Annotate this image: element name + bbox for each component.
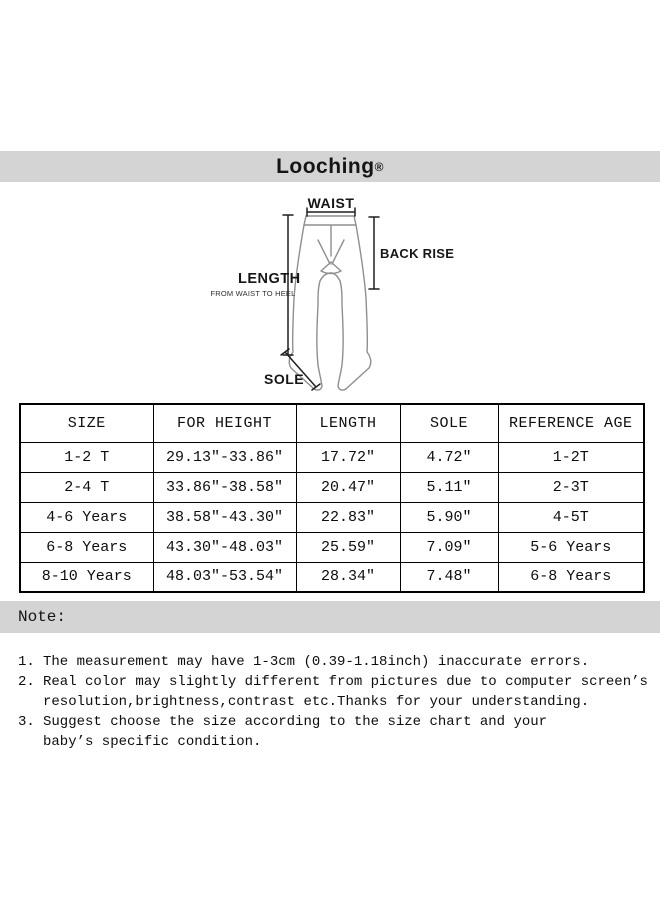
size-cell: 4-6 Years: [20, 502, 153, 532]
sole-cell: 5.11″: [400, 472, 498, 502]
back-rise-measure-line: [369, 217, 379, 289]
table-row: [20, 562, 644, 592]
note-text: [43, 672, 652, 712]
brand-name: Looching: [276, 154, 375, 178]
waistband-outline: [304, 216, 356, 225]
note-number: 2.: [18, 674, 35, 690]
length-cell: 28.34″: [296, 562, 400, 592]
length-label: LENGTH: [238, 271, 301, 287]
note-item-1: [18, 652, 652, 672]
length-sublabel: FROM WAIST TO HEEL: [210, 289, 296, 298]
age-cell: 1-2T: [498, 442, 644, 472]
length-cell: 25.59″: [296, 532, 400, 562]
note-line: Real color may slightly different from pictures due to computer screen’s: [43, 674, 648, 690]
sole-cell: 4.72″: [400, 442, 498, 472]
sole-label: SOLE: [264, 371, 305, 387]
table-row: [20, 532, 644, 562]
height-cell: 48.03″-53.54″: [153, 562, 296, 592]
note-line: resolution,brightness,contrast etc.Thanks for your understanding.: [43, 694, 590, 710]
note-item-3: [18, 712, 652, 752]
note-number: 1.: [18, 654, 35, 670]
table-header-row: [20, 404, 644, 442]
size-table: [19, 403, 645, 593]
size-cell: 1-2 T: [20, 442, 153, 472]
right-leg-outline: [331, 225, 371, 390]
size-cell: 2-4 T: [20, 472, 153, 502]
height-cell: 38.58″-43.30″: [153, 502, 296, 532]
note-number: 3.: [18, 714, 35, 730]
col-header-length: LENGTH: [296, 404, 400, 442]
back-rise-label: BACK RISE: [380, 246, 455, 261]
age-cell: 2-3T: [498, 472, 644, 502]
age-cell: 5-6 Years: [498, 532, 644, 562]
age-cell: 6-8 Years: [498, 562, 644, 592]
height-cell: 33.86″-38.58″: [153, 472, 296, 502]
sole-cell: 7.09″: [400, 532, 498, 562]
waist-label: WAIST: [307, 195, 355, 211]
size-cell: 6-8 Years: [20, 532, 153, 562]
notes-list: [18, 652, 652, 752]
note-line: baby’s specific condition.: [43, 734, 262, 750]
height-cell: 29.13″-33.86″: [153, 442, 296, 472]
table-row: [20, 442, 644, 472]
gusset-dart-lines: [318, 240, 344, 264]
tights-outline: [289, 216, 370, 390]
table-row: [20, 472, 644, 502]
brand-banner: Looching ®: [0, 151, 660, 182]
age-cell: 4-5T: [498, 502, 644, 532]
length-cell: 17.72″: [296, 442, 400, 472]
gusset-chevron: [321, 262, 341, 274]
note-line: The measurement may have 1-3cm (0.39-1.18inch) inaccurate errors.: [43, 654, 590, 670]
table-row: [20, 502, 644, 532]
note-heading: Note:: [18, 608, 67, 626]
note-text: [43, 652, 652, 672]
note-line: Suggest choose the size according to the size chart and your: [43, 714, 548, 730]
note-item-2: [18, 672, 652, 712]
height-cell: 43.30″-48.03″: [153, 532, 296, 562]
sole-cell: 5.90″: [400, 502, 498, 532]
left-leg-outline: [289, 225, 331, 390]
note-heading-banner: [0, 601, 660, 633]
col-header-reference-age: REFERENCE AGE: [498, 404, 644, 442]
size-cell: 8-10 Years: [20, 562, 153, 592]
length-cell: 20.47″: [296, 472, 400, 502]
col-header-sole: SOLE: [400, 404, 498, 442]
col-header-size: SIZE: [20, 404, 153, 442]
sole-cell: 7.48″: [400, 562, 498, 592]
note-text: [43, 712, 652, 752]
length-cell: 22.83″: [296, 502, 400, 532]
measurement-lines: [281, 208, 379, 390]
col-header-for-height: FOR HEIGHT: [153, 404, 296, 442]
